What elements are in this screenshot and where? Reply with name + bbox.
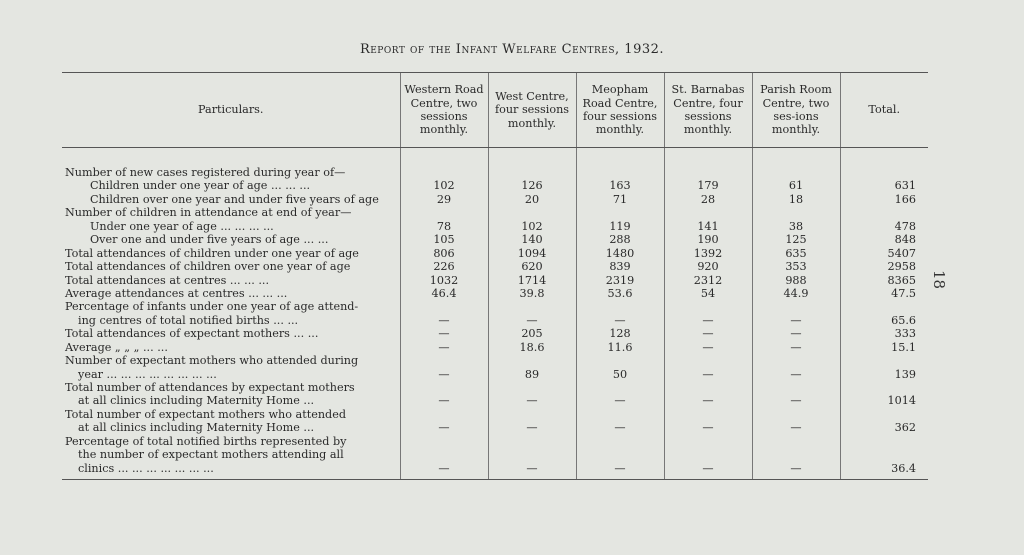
- table-cell: 18: [752, 193, 840, 206]
- row-label: Under one year of age ... ... ... ...: [90, 219, 274, 233]
- table-cell: [400, 448, 488, 461]
- table-cell: 2312: [664, 274, 752, 287]
- table-cell: [752, 354, 840, 367]
- row-label: ing centres of total notified births ... ...: [78, 313, 299, 327]
- table-cell: [752, 166, 840, 179]
- table-cell: [576, 448, 664, 461]
- table-cell: 1480: [576, 247, 664, 260]
- table-row: [62, 179, 928, 192]
- column-header-meopham-road: Meopham Road Centre, four sessions monthly.: [576, 73, 664, 148]
- column-header-western-road: Western Road Centre, two sessions monthly.: [400, 73, 488, 148]
- table-cell: [752, 448, 840, 461]
- table-cell: —: [576, 421, 664, 434]
- table-cell: 166: [840, 193, 928, 206]
- table-cell: 333: [840, 327, 928, 340]
- table-cell: —: [664, 394, 752, 407]
- table-cell: [576, 354, 664, 367]
- table-cell: [752, 408, 840, 421]
- table-cell: —: [400, 394, 488, 407]
- table-row: [62, 421, 928, 434]
- table-cell: [664, 206, 752, 219]
- table-cell: 20: [488, 193, 576, 206]
- table-cell: 46.4: [400, 287, 488, 300]
- table-cell: —: [488, 421, 576, 434]
- table-cell: —: [664, 421, 752, 434]
- table-cell: 78: [400, 220, 488, 233]
- table-cell: 39.8: [488, 287, 576, 300]
- table-cell: [840, 408, 928, 421]
- table-cell: 50: [576, 368, 664, 381]
- column-header-west: West Centre, four sessions monthly.: [488, 73, 576, 148]
- table-cell: —: [400, 421, 488, 434]
- table-cell: 1392: [664, 247, 752, 260]
- table-cell: [400, 435, 488, 448]
- table-cell: 38: [752, 220, 840, 233]
- table-cell: 8365: [840, 274, 928, 287]
- table-cell: 141: [664, 220, 752, 233]
- table-cell: —: [400, 462, 488, 480]
- table-cell: [664, 435, 752, 448]
- table-row: [62, 327, 928, 340]
- table-cell: [664, 448, 752, 461]
- table-cell: [752, 300, 840, 313]
- table-row: [62, 435, 928, 448]
- table-cell: [664, 354, 752, 367]
- table-cell: 635: [752, 247, 840, 260]
- table-cell: —: [752, 368, 840, 381]
- table-cell: 125: [752, 233, 840, 246]
- table-row: [62, 260, 928, 273]
- header-row: [62, 73, 928, 148]
- table-cell: —: [752, 341, 840, 354]
- table-cell: [664, 408, 752, 421]
- column-header-particulars: Particulars.: [62, 73, 400, 148]
- table-cell: 353: [752, 260, 840, 273]
- table-row: [62, 394, 928, 407]
- table-cell: 18.6: [488, 341, 576, 354]
- table-cell: [752, 381, 840, 394]
- row-label: Number of new cases registered during year of—: [65, 166, 346, 179]
- table-cell: 28: [664, 193, 752, 206]
- table-cell: 15.1: [840, 341, 928, 354]
- row-label: Total number of attendances by expectant mothers: [65, 381, 355, 394]
- table-cell: —: [576, 394, 664, 407]
- table-cell: 478: [840, 220, 928, 233]
- spacer-row: [62, 148, 928, 167]
- table-cell: 126: [488, 179, 576, 192]
- table-cell: —: [752, 327, 840, 340]
- table-row: [62, 287, 928, 300]
- table-row: [62, 206, 928, 219]
- table-cell: 71: [576, 193, 664, 206]
- table-row: [62, 368, 928, 381]
- row-label: Average „ „ „ ... ...: [65, 340, 168, 354]
- table-cell: 205: [488, 327, 576, 340]
- table-cell: —: [576, 314, 664, 327]
- table-row: [62, 166, 928, 179]
- table-cell: [488, 166, 576, 179]
- table-cell: [840, 354, 928, 367]
- table-cell: [400, 166, 488, 179]
- table-cell: [840, 381, 928, 394]
- table-cell: 2319: [576, 274, 664, 287]
- table-cell: [488, 354, 576, 367]
- table-cell: —: [664, 462, 752, 480]
- table-row: [62, 408, 928, 421]
- table-cell: [840, 435, 928, 448]
- table-cell: [664, 166, 752, 179]
- table-cell: —: [488, 394, 576, 407]
- table-cell: 806: [400, 247, 488, 260]
- table-cell: [488, 448, 576, 461]
- row-label: Children under one year of age ... ... ...: [90, 179, 311, 193]
- table-cell: 179: [664, 179, 752, 192]
- table-cell: 163: [576, 179, 664, 192]
- row-label: Total number of expectant mothers who attended: [65, 407, 346, 421]
- table-cell: 1094: [488, 247, 576, 260]
- page-number: 18: [930, 270, 948, 290]
- table-cell: [400, 300, 488, 313]
- table-row: [62, 314, 928, 327]
- table-cell: —: [664, 341, 752, 354]
- table-row: [62, 462, 928, 480]
- table-cell: 36.4: [840, 462, 928, 480]
- table-cell: [576, 381, 664, 394]
- table-cell: —: [664, 368, 752, 381]
- table-cell: 105: [400, 233, 488, 246]
- table-cell: —: [400, 327, 488, 340]
- row-label: Total attendances at centres ... ... ...: [65, 273, 270, 287]
- table-cell: 89: [488, 368, 576, 381]
- table-cell: [840, 448, 928, 461]
- row-label: the number of expectant mothers attending all: [78, 448, 344, 462]
- table-cell: 65.6: [840, 314, 928, 327]
- table-cell: [488, 408, 576, 421]
- row-label: at all clinics including Maternity Home ...: [78, 421, 315, 435]
- row-label: Total attendances of children over one year of age: [65, 260, 351, 274]
- table-cell: [752, 206, 840, 219]
- table-cell: 1032: [400, 274, 488, 287]
- table-row: [62, 233, 928, 246]
- table-cell: —: [400, 314, 488, 327]
- row-label: Number of expectant mothers who attended during: [65, 354, 359, 368]
- table-row: [62, 448, 928, 461]
- row-label: at all clinics including Maternity Home ...: [78, 394, 315, 408]
- row-label: year ... ... ... ... ... ... ... ...: [78, 367, 217, 381]
- table-row: [62, 300, 928, 313]
- row-label: Children over one year and under five years of age: [90, 192, 379, 206]
- row-label: Total attendances of children under one year of age: [65, 246, 359, 260]
- report-table: [62, 72, 928, 480]
- table-cell: 848: [840, 233, 928, 246]
- table-cell: —: [752, 394, 840, 407]
- table-cell: —: [664, 314, 752, 327]
- table-cell: —: [488, 314, 576, 327]
- table-cell: 61: [752, 179, 840, 192]
- table-cell: 190: [664, 233, 752, 246]
- table-cell: [840, 300, 928, 313]
- table-cell: [664, 300, 752, 313]
- column-header-total: Total.: [840, 73, 928, 148]
- table-cell: 5407: [840, 247, 928, 260]
- table-cell: 44.9: [752, 287, 840, 300]
- table-cell: 1714: [488, 274, 576, 287]
- table-cell: 47.5: [840, 287, 928, 300]
- row-label: Number of children in attendance at end of year—: [65, 206, 352, 220]
- row-label: Total attendances of expectant mothers ... ...: [65, 327, 319, 341]
- row-label: Percentage of infants under one year of age attend-: [65, 300, 359, 314]
- column-header-parish-room: Parish Room Centre, two ses-ions monthly.: [752, 73, 840, 148]
- table-cell: —: [664, 327, 752, 340]
- table-cell: [400, 354, 488, 367]
- table-row: [62, 341, 928, 354]
- table-cell: [840, 206, 928, 219]
- table-cell: [576, 166, 664, 179]
- table-cell: 920: [664, 260, 752, 273]
- table-cell: —: [400, 368, 488, 381]
- table-row: [62, 354, 928, 367]
- table-cell: 140: [488, 233, 576, 246]
- row-label: clinics ... ... ... ... ... ... ...: [62, 462, 400, 480]
- table-cell: [400, 381, 488, 394]
- table-cell: 631: [840, 179, 928, 192]
- table-row: [62, 193, 928, 206]
- table-row: [62, 274, 928, 287]
- table-cell: —: [752, 421, 840, 434]
- table-cell: 1014: [840, 394, 928, 407]
- table-cell: [400, 206, 488, 219]
- report-body: [62, 148, 928, 480]
- table-cell: —: [576, 462, 664, 480]
- table-cell: 102: [488, 220, 576, 233]
- table-cell: 29: [400, 193, 488, 206]
- table-cell: [488, 381, 576, 394]
- table-cell: [488, 435, 576, 448]
- table-cell: [752, 435, 840, 448]
- table-cell: 54: [664, 287, 752, 300]
- table-cell: 11.6: [576, 341, 664, 354]
- table-cell: 139: [840, 368, 928, 381]
- table-cell: [576, 206, 664, 219]
- table-cell: 128: [576, 327, 664, 340]
- table-cell: [400, 408, 488, 421]
- row-label: Percentage of total notified births represented by: [65, 434, 347, 448]
- table-row: [62, 381, 928, 394]
- column-header-st-barnabas: St. Barnabas Centre, four sessions monthly.: [664, 73, 752, 148]
- table-cell: [576, 300, 664, 313]
- table-cell: —: [488, 462, 576, 480]
- table-cell: 620: [488, 260, 576, 273]
- table-cell: [576, 408, 664, 421]
- table-cell: —: [400, 341, 488, 354]
- page-title: Report of the Infant Welfare Centres, 1932.: [359, 42, 665, 57]
- table-cell: [840, 166, 928, 179]
- table-cell: 102: [400, 179, 488, 192]
- table-cell: 988: [752, 274, 840, 287]
- table-cell: —: [752, 462, 840, 480]
- table-cell: [664, 381, 752, 394]
- table-cell: —: [752, 314, 840, 327]
- row-label: Over one and under five years of age ... ...: [90, 233, 329, 247]
- table-cell: 226: [400, 260, 488, 273]
- row-label: Average attendances at centres ... ... ...: [65, 286, 288, 300]
- table-cell: 119: [576, 220, 664, 233]
- table-row: [62, 220, 928, 233]
- table-row: [62, 247, 928, 260]
- table-cell: [576, 435, 664, 448]
- table-cell: 839: [576, 260, 664, 273]
- table-cell: 288: [576, 233, 664, 246]
- table-cell: [488, 300, 576, 313]
- table-cell: 2958: [840, 260, 928, 273]
- table-cell: 53.6: [576, 287, 664, 300]
- table-cell: 362: [840, 421, 928, 434]
- table-cell: [488, 206, 576, 219]
